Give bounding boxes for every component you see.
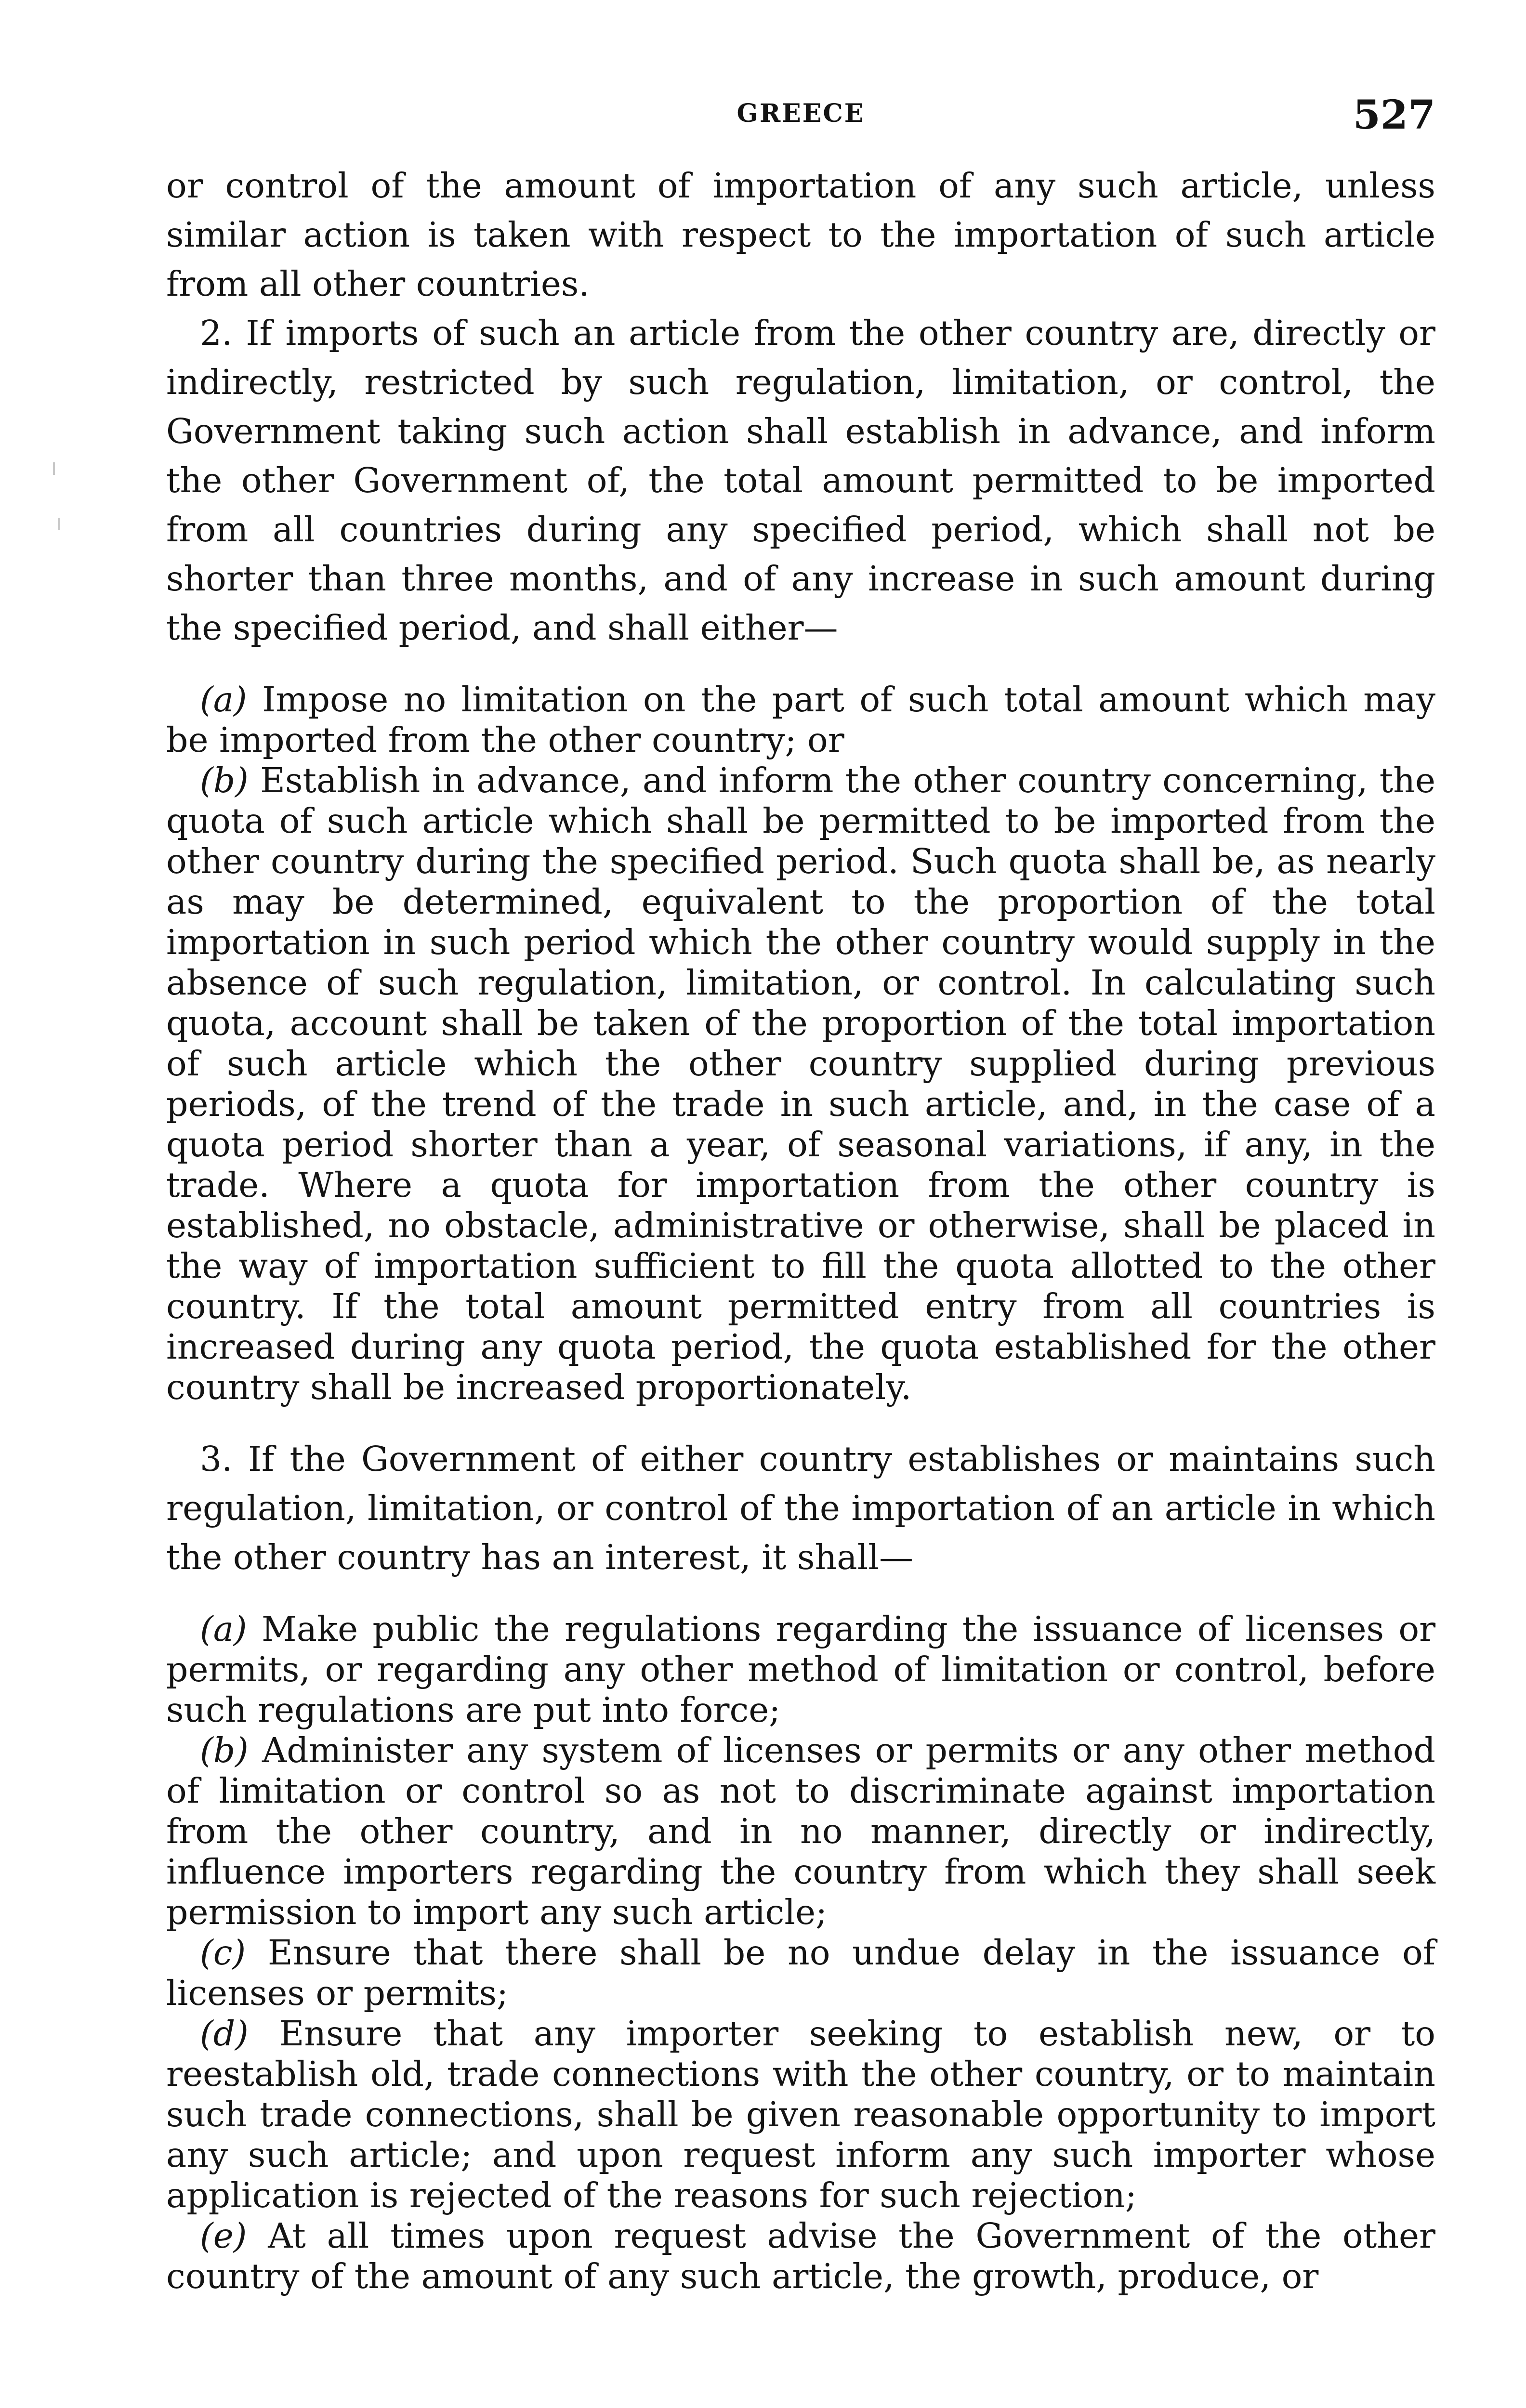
section-3-item-a [166,1609,1435,1730]
item-text: At all times upon request advise the Government of the other country of the amount of any such article, the growth, produce, or [166,2216,1435,2296]
item-text: Administer any system of licenses or permits or any other method of limitation or control so as not to discriminate against importation from the other country, and in no manner, directly or indirectly, influence importers regarding the country from which they shall seek permission to import any such article; [166,1730,1435,1932]
item-label: (e) [200,2216,247,2256]
page-number: 527 [1353,92,1435,138]
item-text: Ensure that there shall be no undue delay in the issuance of licenses or permits; [166,1933,1435,2013]
item-text: Establish in advance, and inform the other country concerning, the quota of such article which shall be permitted to be imported from the other country during the specified period. Such quota shall be, as nearly as may be determined, equivalent to the proportion of the total importation in such period which the other country would supply in the absence of such regulation, limitation, or control. In calculating such quota, account shall be taken of the proportion of the total importation of such article which the other country supplied during previous periods, of the trend of the trade in such article, and, in the case of a quota period shorter than a year, of seasonal variations, if any, in the trade. Where a quota for importation from the other country is established, no obstacle, administrative or otherwise, shall be placed in the way of importation sufficient to fill the quota allotted to the other country. If the total amount permitted entry from all countries is increased during any quota period, the quota established for the other country shall be increased proportionately. [166,760,1436,1407]
item-label: (a) [200,680,247,720]
section-2-paragraph: 2. If imports of such an article from the other country are, directly or indirectly, restricted by such regulation, limitation, or control, the Government taking such action shall establish in advance, and inform the other Government of, the total amount permitted to be imported from all countries during any specified period, which shall not be shorter than three months, and of any increase in such amount during the specified period, and shall either— [166,313,1435,648]
section-3-items [166,1609,1435,2297]
section-2-items [166,680,1435,1408]
section-2-item-b [166,760,1435,1408]
item-text: Impose no limitation on the part of such total amount which may be imported from the other country; or [166,680,1435,760]
item-text: Make public the regulations regarding the issuance of licenses or permits, or regarding any other method of limitation or control, before such regulations are put into force; [166,1609,1436,1730]
section-3-item-d [166,2014,1435,2216]
scan-speck [58,518,60,530]
item-label: (a) [200,1609,247,1649]
item-label: (d) [200,2014,249,2054]
section-3-item-b [166,1730,1435,1933]
section-3-paragraph: 3. If the Government of either country establishes or maintains such regulation, limitation, or control of the importation of an article in which the other country has an interest, it shall— [166,1439,1435,1577]
scan-speck [53,462,55,475]
continuation-paragraph: or control of the amount of importation of any such article, unless similar action is taken with respect to the importation of such article from all other countries. [166,166,1435,304]
section-2-item-a [166,680,1435,760]
section-3-item-c [166,1933,1435,2014]
item-text: Ensure that any importer seeking to establish new, or to reestablish old, trade connections with the other country, or to maintain such trade connections, shall be given reasonable opportunity to import any such article; and upon request inform any such importer whose application is rejected of the reasons for such rejection; [166,2014,1435,2215]
item-label: (c) [200,1933,246,1973]
running-head [166,92,1435,161]
item-label: (b) [200,1730,249,1770]
section-3-item-e [166,2216,1435,2297]
document-page [166,92,1436,2297]
item-label: (b) [200,760,249,800]
running-title: GREECE [737,99,865,128]
